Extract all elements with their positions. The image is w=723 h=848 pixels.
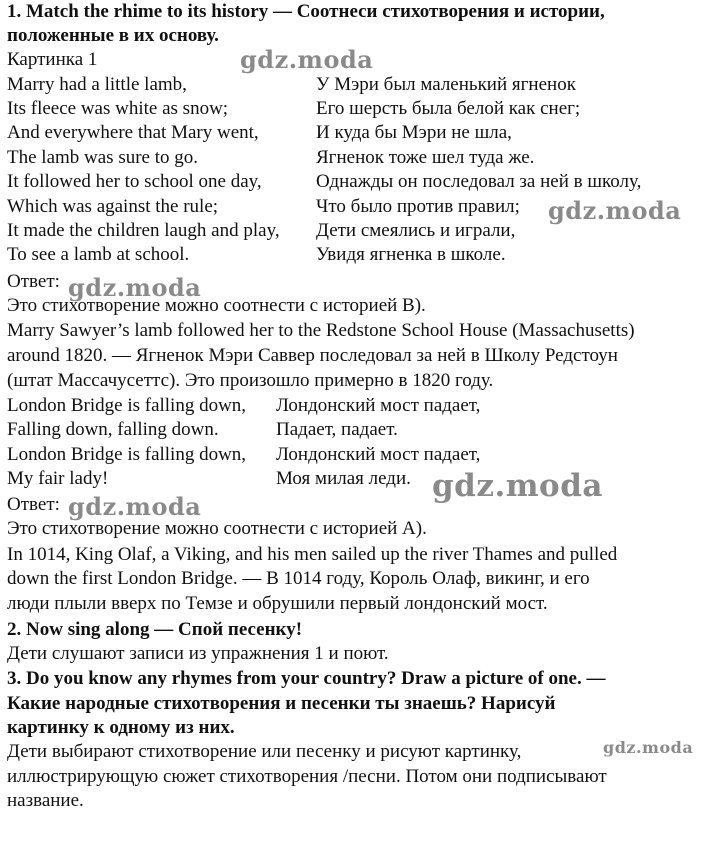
- poem2-en-line: My fair lady!: [7, 468, 109, 489]
- task3-heading-line3: картинку к одному из них.: [7, 717, 235, 738]
- poem1-en-line: And everywhere that Mary went,: [7, 122, 259, 143]
- history2-line3: люди плыли вверх по Темзе и обрушили первый лондонский мост.: [7, 593, 548, 614]
- task3-heading-line2: Какие народные стихотворения и песенки ты знаешь? Нарисуй: [7, 693, 556, 714]
- watermark: gdz.moda: [68, 492, 202, 521]
- poem2-en-line: London Bridge is falling down,: [7, 395, 247, 416]
- poem2-ru-line: Моя милая леди.: [276, 468, 411, 489]
- poem1-ru-line: Ягненок тоже шел туда же.: [316, 147, 535, 168]
- poem1-en-line: The lamb was sure to go.: [7, 147, 199, 168]
- poem1-ru-line: Его шерсть была белой как снег;: [316, 98, 581, 119]
- poem1-en-line: It followed her to school one day,: [7, 171, 262, 192]
- poem1-en-line: To see a lamb at school.: [7, 244, 190, 265]
- poem1-ru-line: Дети смеялись и играли,: [316, 220, 516, 241]
- watermark: gdz.moda: [548, 196, 682, 225]
- task2-heading: 2. Now sing along — Спой песенку!: [7, 619, 303, 640]
- history2-line2: down the first London Bridge. — В 1014 году, Король Олаф, викинг, и его: [7, 568, 590, 589]
- answer-label: Ответ:: [7, 494, 60, 515]
- picture-label: Картинка 1: [7, 49, 98, 70]
- task3-text-line3: название.: [7, 790, 84, 811]
- answer-label: Ответ:: [7, 271, 60, 292]
- poem2-en-line: Falling down, falling down.: [7, 419, 219, 440]
- history1-line1: Marry Sawyer’s lamb followed her to the Redstone School House (Massachusetts): [7, 320, 635, 341]
- poem1-ru-line: Однажды он последовал за ней в школу,: [316, 171, 642, 192]
- history1-line3: (штат Массачусеттс). Это произошло примерно в 1820 году.: [7, 370, 494, 391]
- poem1-en-line: Which was against the rule;: [7, 196, 219, 217]
- watermark: gdz.moda: [603, 738, 694, 757]
- history2-line1: In 1014, King Olaf, a Viking, and his men sailed up the river Thames and pulled: [7, 544, 618, 565]
- poem1-en-line: Marry had a little lamb,: [7, 74, 187, 95]
- poem1-ru-line: И куда бы Мэри не шла,: [316, 122, 512, 143]
- poem1-ru-line: У Мэри был маленький ягненок: [316, 74, 576, 95]
- poem2-ru-line: Лондонский мост падает,: [276, 444, 481, 465]
- task1-heading-line1: 1. Match the rhime to its history — Соотнеси стихотворения и истории,: [7, 1, 605, 22]
- task1-heading-line2: положенные в их основу.: [7, 25, 219, 46]
- watermark: gdz.moda: [68, 273, 202, 302]
- answer2-text: Это стихотворение можно соотнести с историей А).: [7, 518, 427, 539]
- poem2-ru-line: Падает, падает.: [276, 419, 398, 440]
- poem1-ru-line: Что было против правил;: [316, 196, 520, 217]
- task3-text-line2: иллюстрирующую сюжет стихотворения /песни. Потом они подписывают: [7, 766, 607, 787]
- task3-heading-line1: 3. Do you know any rhymes from your country? Draw a picture of one. —: [7, 668, 606, 689]
- poem1-ru-line: Увидя ягненка в школе.: [316, 244, 506, 265]
- answer1-text: Это стихотворение можно соотнести с историей B).: [7, 295, 426, 316]
- poem2-ru-line: Лондонский мост падает,: [276, 395, 481, 416]
- poem1-en-line: Its fleece was white as snow;: [7, 98, 229, 119]
- watermark: gdz.moda: [432, 468, 603, 504]
- watermark: gdz.moda: [240, 45, 374, 74]
- task3-text-line1: Дети выбирают стихотворение или песенку и рисуют картинку,: [7, 741, 522, 762]
- history1-line2: around 1820. — Ягненок Мэри Саввер последовал за ней в Школу Редстоун: [7, 345, 618, 366]
- task2-text: Дети слушают записи из упражнения 1 и поют.: [7, 643, 389, 664]
- poem2-en-line: London Bridge is falling down,: [7, 444, 247, 465]
- poem1-en-line: It made the children laugh and play,: [7, 220, 280, 241]
